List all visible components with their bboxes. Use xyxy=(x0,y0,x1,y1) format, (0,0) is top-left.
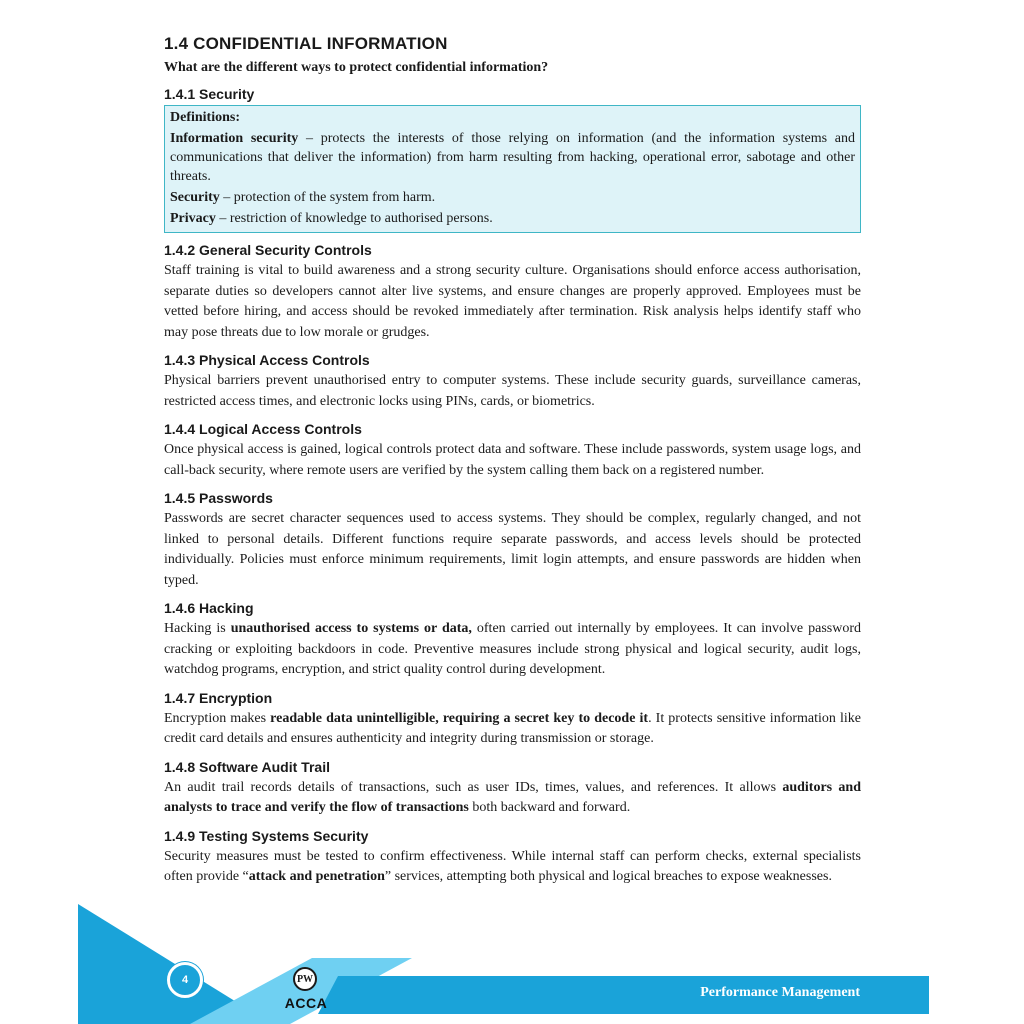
definition-information-security xyxy=(170,129,855,186)
section-question: What are the different ways to protect confidential information? xyxy=(164,60,549,75)
subsection-title-encryption: 1.4.7 Encryption xyxy=(164,689,273,706)
definition-term: Security xyxy=(170,190,220,205)
subsection-title-hacking: 1.4.6 Hacking xyxy=(164,600,254,616)
book-title: Performance Management xyxy=(700,985,860,1000)
subsection-title-passwords: 1.4.5 Passwords xyxy=(164,490,273,506)
acca-logo-text: ACCA xyxy=(284,995,328,1011)
subsection-title-general-controls: 1.4.2 General Security Controls xyxy=(164,242,372,258)
definition-term: Privacy xyxy=(170,211,216,226)
text-run: Encryption makes xyxy=(164,710,271,726)
paragraph-audit-trail xyxy=(164,778,861,819)
pw-logo-icon: PW xyxy=(293,967,317,991)
definition-security xyxy=(170,188,855,207)
paragraph-hacking xyxy=(164,619,861,681)
text-run: Security measures must be tested to confirm effectiveness. While internal staff can perform checks, external specialists often provide “ xyxy=(164,848,861,884)
page-content xyxy=(164,28,861,888)
definitions-label: Definitions: xyxy=(170,110,240,125)
text-run: ” services, attempting both physical and logical breaches to expose weaknesses. xyxy=(384,869,832,884)
subsection-title-audit-trail: 1.4.8 Software Audit Trail xyxy=(164,758,330,775)
paragraph-testing-security xyxy=(164,847,861,888)
bold-run: unauthorised access to systems or data, xyxy=(230,621,472,636)
subsection-title-logical-access: 1.4.4 Logical Access Controls xyxy=(164,421,362,437)
subsection-title-testing-security: 1.4.9 Testing Systems Security xyxy=(164,827,369,844)
definition-text: – restriction of knowledge to authorised persons. xyxy=(215,211,493,226)
section-heading: 1.4 CONFIDENTIAL INFORMATION xyxy=(164,34,448,53)
paragraph-logical-access: Once physical access is gained, logical controls protect data and software. These include passwords, system usage logs, and call-back security, where remote users are verified by the system calling them back on a registered number. xyxy=(164,442,861,478)
definition-term: Information security xyxy=(170,131,299,146)
subsection-title-physical-access: 1.4.3 Physical Access Controls xyxy=(164,352,370,368)
bold-run: auditors and analysts to trace and verify the flow of transactions xyxy=(164,779,862,815)
paragraph-passwords: Passwords are secret character sequences used to access systems. They should be complex, regularly changed, and not linked to personal details. Different functions require separate passwords, and access levels should be protected individually. Policies must enforce minimum requirements, limit login attempts, and ensure passwords are hidden when typed. xyxy=(164,511,861,588)
subsection-title-security: 1.4.1 Security xyxy=(164,86,255,102)
definition-text: – protection of the system from harm. xyxy=(219,190,436,205)
paragraph-encryption xyxy=(164,709,861,750)
definition-text: – protects the interests of those relying on information (and the information systems and communications that deliver the information) from harm resulting from hacking, operational error, sabotage and other threats. xyxy=(170,131,855,184)
text-run: both backward and forward. xyxy=(468,800,631,815)
page-number-badge: 4 xyxy=(167,962,203,998)
text-run: . It protects sensitive information like credit card details and ensures authenticity and integrity during transmission or storage. xyxy=(164,710,861,746)
footer-decoration xyxy=(0,890,1024,1024)
text-run: often carried out internally by employees. It can involve password cracking or exploiting backdoors in code. Preventive measures include strong physical and logical security, audit logs, watchdog programs, encryption, and strict quality control during development. xyxy=(164,621,862,677)
bold-run: readable data unintelligible, requiring a secret key to decode it xyxy=(270,710,649,726)
bold-run: attack and penetration xyxy=(248,869,385,884)
definition-privacy xyxy=(170,209,855,228)
text-run: An audit trail records details of transactions, such as user IDs, times, values, and references. It allows xyxy=(164,779,783,795)
text-run: Hacking is xyxy=(164,621,231,636)
definitions-box xyxy=(164,105,861,233)
paragraph-physical-access: Physical barriers prevent unauthorised entry to computer systems. These include security guards, surveillance cameras, restricted access times, and electronic locks using PINs, cards, or biometrics. xyxy=(164,373,861,409)
paragraph-general-controls: Staff training is vital to build awareness and a strong security culture. Organisations should enforce access authorisation, separate duties so developers cannot alter live systems, and ensure changes are properly approved. Employees must be vetted before hiring, and access should be revoked immediately after termination. Risk analysis helps identify staff who may pose threats due to low morale or grudges. xyxy=(164,263,861,340)
